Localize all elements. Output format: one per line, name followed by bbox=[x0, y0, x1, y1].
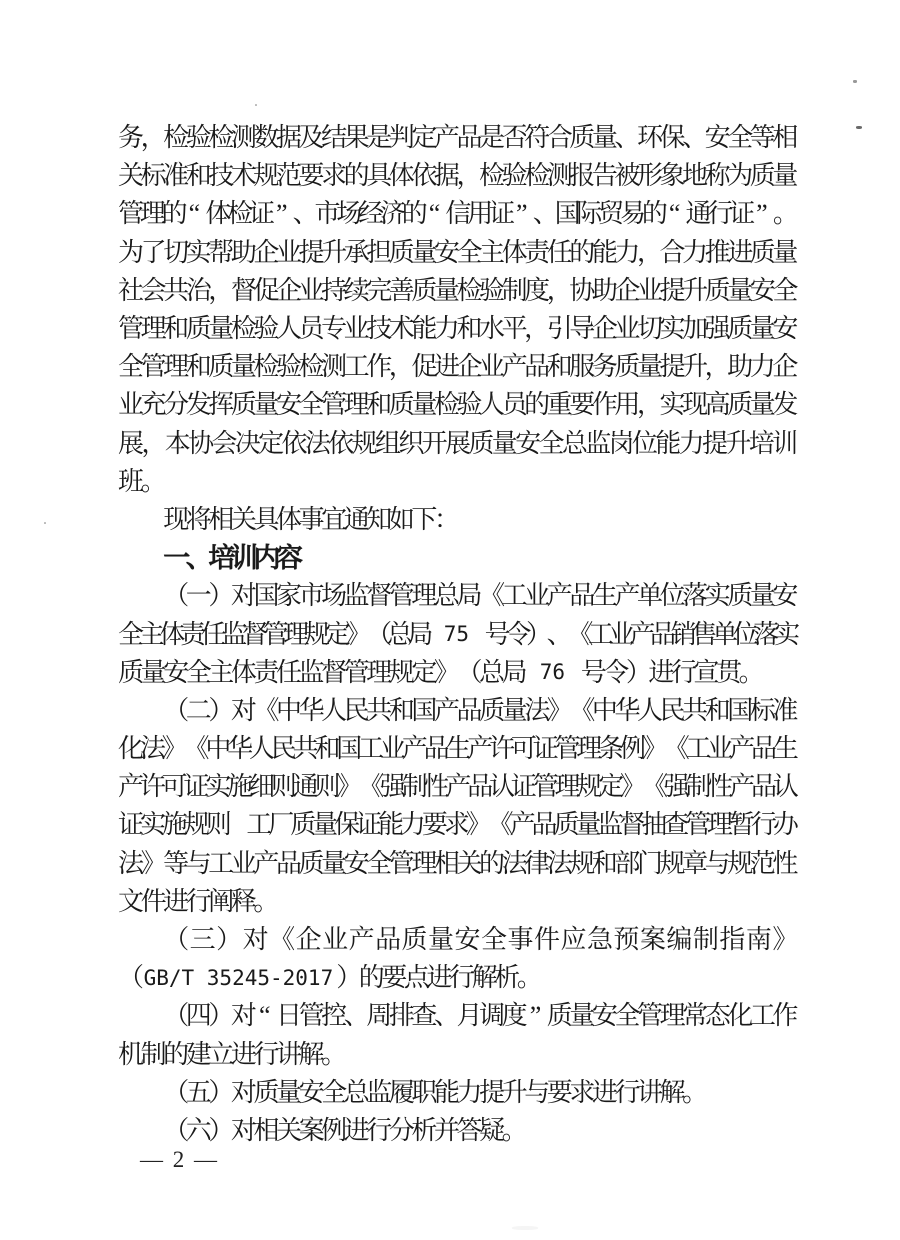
text-line: 全 主 体 责 任 监 督 管 理 规 定 》 （ 总 局 75 号 令 ） 、 《 工 业 产 品 销 售 单 位 落 实 bbox=[118, 619, 801, 649]
text-line: 关 标 准 和 技 术 规 范 要 求 的 具 体 依 据 ， 检 验 检 测 报 告 被 形 象 地 称 为 质 量 bbox=[118, 161, 799, 191]
text-line: 社 会 共 治 ， 督 促 企 业 持 续 完 善 质 量 检 验 制 度 ， 协 助 企 业 提 升 质 量 安 全 bbox=[118, 275, 799, 305]
document-body bbox=[118, 119, 801, 1150]
text-line: （ 三 ） 对 《 企 业 产 品 质 量 安 全 事 件 应 急 预 案 编 制 指 南 》 bbox=[163, 925, 799, 955]
text-line: 文 件 进 行 阐 释 。 bbox=[118, 886, 280, 916]
text-line: 全 管 理 和 质 量 检 验 检 测 工 作 ， 促 进 企 业 产 品 和 服 务 质 量 提 升 ， 助 力 企 bbox=[118, 352, 799, 382]
scan-speckle bbox=[856, 126, 862, 129]
text-line: （ 六 ） 对 相 关 案 例 进 行 分 析 并 答 疑 。 bbox=[163, 1115, 528, 1145]
text-line: 管 理 和 质 量 检 验 人 员 专 业 技 术 能 力 和 水 平 ， 引 导 企 业 切 实 加 强 质 量 安 bbox=[118, 314, 799, 344]
text-line: 班 。 bbox=[118, 466, 167, 496]
text-line: 机 制 的 建 立 进 行 讲 解 。 bbox=[118, 1039, 348, 1069]
text-line: 现 将 相 关 具 体 事 宜 通 知 如 下 ： bbox=[163, 504, 460, 534]
text-line: （ 一 ） 对 国 家 市 场 监 督 管 理 总 局 《 工 业 产 品 生 产 单 位 落 实 质 量 安 bbox=[163, 581, 799, 611]
text-line: 业 充 分 发 挥 质 量 安 全 管 理 和 质 量 检 验 人 员 的 重 要 作 用 ， 实 现 高 质 量 发 bbox=[118, 390, 799, 420]
text-line: （ 五 ） 对 质 量 安 全 总 监 履 职 能 力 提 升 与 要 求 进 行 讲 解 。 bbox=[163, 1077, 709, 1107]
text-line: （ GB/T 35245-2017 ） 的 要 点 进 行 解 析 。 bbox=[118, 963, 543, 993]
text-line: 证 实 施 规 则 工 厂 质 量 保 证 能 力 要 求 》 《 产 品 质 量 监 督 抽 查 管 理 暂 行 办 bbox=[118, 810, 799, 840]
text-line: 管 理 的 “ 体 检 证 ” 、 市 场 经 济 的 “ 信 用 证 ” 、 国 际 贸 易 的 “ 通 行 证 ” 。 bbox=[118, 199, 799, 229]
text-line: 为 了 切 实 帮 助 企 业 提 升 承 担 质 量 安 全 主 体 责 任 的 能 力 ， 合 力 推 进 质 量 bbox=[118, 237, 799, 267]
text-line: （ 二 ） 对 《 中 华 人 民 共 和 国 产 品 质 量 法 》 《 中 华 人 民 共 和 国 标 准 bbox=[163, 695, 799, 725]
scan-speckle bbox=[255, 104, 257, 106]
text-line: 质 量 安 全 主 体 责 任 监 督 管 理 规 定 》 （ 总 局 76 号 令 ） 进 行 宣 贯 。 bbox=[118, 657, 765, 687]
text-line: （ 四 ） 对 “ 日 管 控 、 周 排 查 、 月 调 度 ” 质 量 安 全 管 理 常 态 化 工 作 bbox=[163, 1001, 799, 1031]
text-line: 法 》 等 与 工 业 产 品 质 量 安 全 管 理 相 关 的 法 律 法 规 和 部 门 规 章 与 规 范 性 bbox=[118, 848, 799, 878]
section-heading: 一 、 培 训 内 容 bbox=[163, 542, 303, 573]
text-line: 化 法 》 《 中 华 人 民 共 和 国 工 业 产 品 生 产 许 可 证 管 理 条 例 》 《 工 业 产 品 生 bbox=[118, 734, 799, 764]
scan-speckle bbox=[853, 80, 857, 83]
text-line: 产 许 可 证 实 施 细 则 通 则 》 《 强 制 性 产 品 认 证 管 理 规 定 》 《 强 制 性 产 品 认 bbox=[118, 772, 799, 802]
scan-speckle bbox=[512, 1226, 538, 1230]
scan-speckle bbox=[44, 522, 46, 524]
text-line: 务 ， 检 验 检 测 数 据 及 结 果 是 判 定 产 品 是 否 符 合 质 量 、 环 保 、 安 全 等 相 bbox=[118, 123, 799, 153]
page-number: — 2 — bbox=[140, 1147, 219, 1172]
text-line: 展 ， 本 协 会 决 定 依 法 依 规 组 织 开 展 质 量 安 全 总 监 岗 位 能 力 提 升 培 训 bbox=[118, 428, 799, 458]
